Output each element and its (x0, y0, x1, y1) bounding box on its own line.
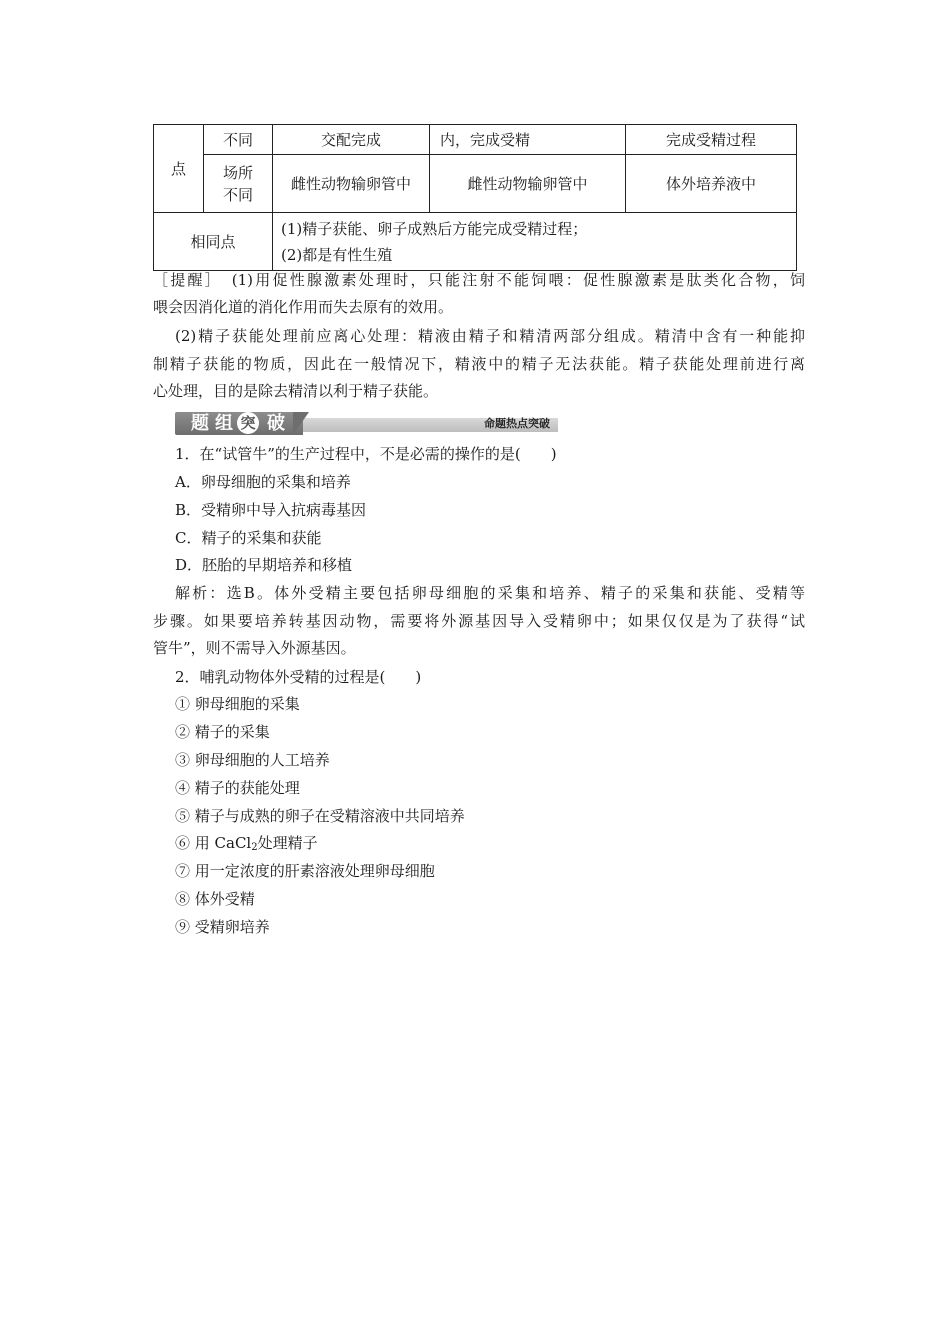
tip-line-1: ［提醒］ (1)用促性腺激素处理时，只能注射不能饲喂：促性腺激素是肽类化合物，饲 (153, 271, 805, 289)
section-banner (175, 411, 558, 435)
q1-answer-line-3: 管牛”，则不需导入外源基因。 (153, 639, 356, 657)
q1-option-d: D．胚胎的早期培养和移植 (175, 556, 353, 574)
banner-char-zu: 组 (215, 413, 233, 434)
cell-place-3: 体外培养液中 (626, 155, 797, 213)
cell-place-2: 雌性动物输卵管中 (430, 155, 626, 213)
q1-answer-line-1: 解析：选B。体外受精主要包括卵母细胞的采集和培养、精子的采集和获能、受精等 (175, 584, 805, 602)
cell-same-label: 相同点 (154, 213, 273, 271)
tip-line-4: 制精子获能的物质，因此在一般情况下，精液中的精子无法获能。精子获能处理前进行离 (153, 355, 805, 373)
cell-changsuo: 场所 不同 (204, 155, 273, 213)
q2-item-5: ⑤ 精子与成熟的卵子在受精溶液中共同培养 (175, 807, 465, 825)
q2-item-3: ③ 卵母细胞的人工培养 (175, 751, 330, 769)
q2-item-9: ⑨ 受精卵培养 (175, 918, 270, 936)
tip-line-3: (2)精子获能处理前应离心处理：精液由精子和精清两部分组成。精清中含有一种能抑 (175, 327, 805, 345)
banner-subtitle: 命题热点突破 (484, 417, 550, 430)
q1-option-a: A．卵母细胞的采集和培养 (175, 473, 351, 491)
banner-char-tu: 突 (237, 412, 259, 434)
cell-same-content: (1)精子获能、卵子成熟后方能完成受精过程； (2)都是有性生殖 (273, 213, 797, 271)
banner-char-po: 破 (267, 413, 285, 434)
cell-place-1: 雌性动物输卵管中 (273, 155, 430, 213)
row-label-dian: 点 (154, 125, 204, 213)
cell-neiwancheng: 内，完成受精 (430, 125, 626, 155)
q1-option-c: C．精子的采集和获能 (175, 529, 322, 547)
cell-jiaopei: 交配完成 (273, 125, 430, 155)
q2-item-7: ⑦ 用一定浓度的肝素溶液处理卵母细胞 (175, 862, 435, 880)
cell-butong: 不同 (204, 125, 273, 155)
q1-answer-line-2: 步骤。如果要培养转基因动物，需要将外源基因导入受精卵中；如果仅仅是为了获得“试 (153, 612, 805, 630)
tip-line-5: 心处理，目的是除去精清以利于精子获能。 (153, 382, 439, 400)
q2-stem: 2．哺乳动物体外受精的过程是( ) (175, 668, 422, 686)
q2-item-8: ⑧ 体外受精 (175, 890, 255, 908)
q1-stem: 1．在“试管牛”的生产过程中，不是必需的操作的是( ) (175, 445, 557, 463)
tip-line-2: 喂会因消化道的消化作用而失去原有的效用。 (153, 298, 454, 316)
q2-item-1: ① 卵母细胞的采集 (175, 695, 300, 713)
q2-item-4: ④ 精子的获能处理 (175, 779, 300, 797)
banner-char-ti: 题 (191, 413, 209, 434)
q2-item-6: ⑥ 用 CaCl$_2$处理精子 (175, 834, 318, 853)
q1-option-b: B．受精卵中导入抗病毒基因 (175, 501, 367, 519)
comparison-table (153, 124, 797, 271)
q2-item-2: ② 精子的采集 (175, 723, 270, 741)
cell-wancheng: 完成受精过程 (626, 125, 797, 155)
